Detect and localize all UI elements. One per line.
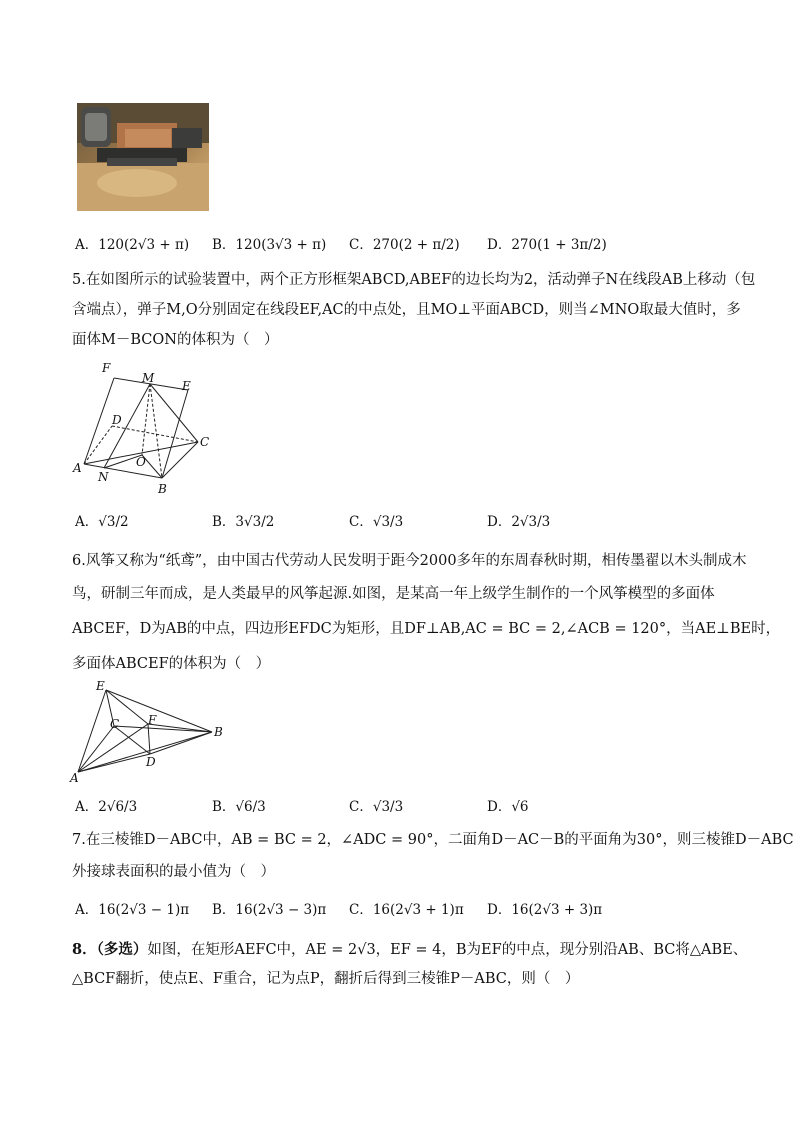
q6-diagram: [70, 680, 240, 784]
q7-option-b[interactable]: B．16(2√3 − 3)π: [212, 902, 327, 918]
q5-line-2: 含端点），弹子M,O分别固定在线段EF,AC的中点处，且MO⊥平面ABCD，则当∠MNO取最大值时，多: [72, 302, 741, 318]
q5-option-b[interactable]: B．3√3/2: [212, 514, 275, 530]
q5-diagram: [70, 360, 230, 500]
q5-label-o: O: [136, 455, 146, 469]
q5-option-a[interactable]: A．√3/2: [75, 514, 129, 530]
q5-label-a: A: [73, 461, 82, 475]
q5-label-c: C: [200, 435, 210, 449]
q6-line-3: ABCEF，D为AB的中点，四边形EFDC为矩形，且DF⊥AB,AC = BC = 2,∠ACB = 120°，当AE⊥BE时，: [72, 621, 781, 637]
q6-option-a[interactable]: A．2√6/3: [75, 799, 138, 815]
q5-label-m: M: [142, 371, 155, 385]
q6-line-1: 6.风筝又称为“纸鸢”，由中国古代劳动人民发明于距今2000多年的东周春秋时期，相传墨翟以木头制成木: [72, 553, 747, 569]
q5-line-1: 5.在如图所示的试验装置中，两个正方形框架ABCD,ABEF的边长均为2，活动弹子N在线段AB上移动（包: [72, 272, 756, 288]
q7-line-1: 7.在三棱锥D－ABC中，AB = BC = 2，∠ADC = 90°，二面角D－AC－B的平面角为30°，则三棱锥D－ABC: [72, 832, 794, 848]
q5-option-d[interactable]: D．2√3/3: [487, 514, 551, 530]
q7-line-2: 外接球表面积的最小值为（ ）: [72, 864, 275, 880]
q8-tag: （多选）: [96, 941, 148, 958]
q7-option-a[interactable]: A．16(2√3 − 1)π: [75, 902, 190, 918]
q6-label-f: F: [148, 713, 157, 727]
q6-option-d[interactable]: D．√6: [487, 799, 529, 815]
q6-label-c: C: [110, 717, 120, 731]
q8-line-1: [72, 933, 747, 967]
q6-label-e: E: [96, 679, 105, 693]
q6-line-4: 多面体ABCEF的体积为（ ）: [72, 656, 271, 672]
q4-option-d[interactable]: D．270(1 + 3π/2): [487, 237, 607, 253]
q6-label-d: D: [146, 755, 156, 769]
q8-text-1: 如图，在矩形AEFC中，AE = 2√3，EF = 4，B为EF的中点，现分别沿AB、BC将△ABE、: [147, 942, 748, 958]
q5-label-d: D: [112, 413, 122, 427]
q5-figure: [70, 360, 230, 504]
lathe-illustration: [77, 103, 209, 211]
q6-figure: [70, 680, 240, 788]
q6-line-2: 鸟，研制三年而成，是人类最早的风筝起源.如图，是某高一年上级学生制作的一个风筝模型的多面体: [72, 586, 715, 602]
q7-option-c[interactable]: C．16(2√3 + 1)π: [349, 902, 464, 918]
q4-option-c[interactable]: C．270(2 + π/2): [349, 237, 460, 253]
q5-option-c[interactable]: C．√3/3: [349, 514, 404, 530]
q5-label-f: F: [102, 361, 111, 375]
q7-option-d[interactable]: D．16(2√3 + 3)π: [487, 902, 603, 918]
q4-option-a[interactable]: A．120(2√3 + π): [75, 237, 190, 253]
lathe-photo: [77, 103, 209, 211]
q6-label-b: B: [214, 725, 223, 739]
q6-label-a: A: [70, 771, 79, 785]
q5-line-3: 面体M－BCON的体积为（ ）: [72, 332, 279, 348]
q4-option-b[interactable]: B．120(3√3 + π): [212, 237, 327, 253]
q5-label-n: N: [98, 470, 109, 484]
q5-label-b: B: [158, 482, 167, 496]
q8-number: 8．: [72, 941, 97, 958]
q8-line-2: △BCF翻折，使点E、F重合，记为点P，翻折后得到三棱锥P－ABC，则（ ）: [72, 971, 580, 987]
q5-label-e: E: [182, 379, 191, 393]
q6-option-b[interactable]: B．√6/3: [212, 799, 266, 815]
q6-option-c[interactable]: C．√3/3: [349, 799, 404, 815]
